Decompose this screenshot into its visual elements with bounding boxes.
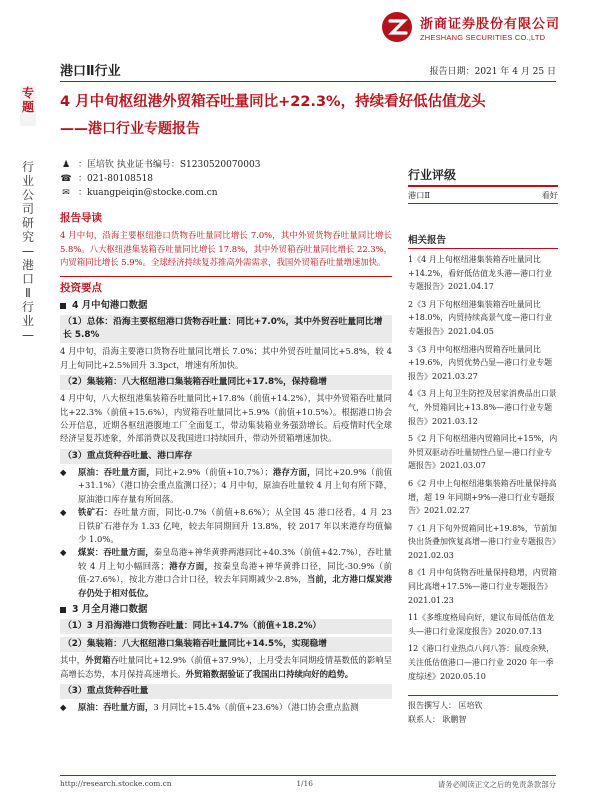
- related-item[interactable]: 4《3 月上旬卫生防控及居家消费品出口景气，外贸箱同比+13.8%—港口行业专题报告》2021.03.12: [408, 389, 557, 426]
- section-march: [60, 603, 392, 616]
- related-list: [408, 253, 558, 683]
- report-date: 报告日期：2021 年 4 月 25 日: [429, 67, 556, 77]
- person-icon: ♟: [61, 160, 71, 170]
- report-title: 4 月中旬枢纽港外贸箱吞吐量同比+22.3%，持续看好低估值龙头: [60, 94, 486, 110]
- section-april-mid-title: 4 月中旬港口数据: [72, 300, 148, 312]
- analyst-phone: ：021-80108518: [78, 174, 154, 184]
- section-april-mid: [60, 299, 392, 312]
- page-number: 1/16: [296, 779, 313, 788]
- invest-heading: 投资要点: [60, 281, 102, 294]
- contact-person: 联系人： 耿鹏智: [408, 715, 467, 725]
- analyst-email[interactable]: ：kuangpeiqin@stocke.com.cn: [78, 188, 218, 198]
- footer-url[interactable]: http://research.stocke.com.cn: [60, 779, 172, 788]
- sub-cargo-title: （3）重点货种吞吐量、港口库存: [60, 449, 392, 464]
- sub-march-total-title: （1）3 月沿海港口货物吞吐量：同比+14.7%（前值+18.2%）: [60, 619, 392, 634]
- contact-block: [408, 695, 558, 727]
- march-crude-item: ◆ 原油：吞吐量方面，3 月同比+15.4%（前值+23.6%）（港口协会重点监测: [60, 701, 392, 714]
- phone-icon: ☎: [60, 174, 72, 184]
- contact-researcher: 报告撰写人： 匡培钦: [408, 701, 483, 711]
- sub-march-container-text: 其中，外贸箱吞吐量同比+12.9%（前值+37.9%），上月受去年同期疫情基数低的影响呈高增长态势，本月保持高速增长。外贸箱数据验证了我国出口持续向好的趋势。: [60, 655, 393, 679]
- guide-heading: 报告导读: [60, 212, 102, 224]
- rating-heading: 行业评级: [408, 166, 558, 187]
- rating-row: [408, 187, 558, 204]
- logo-emblem-icon: [380, 10, 414, 44]
- cargo-iron-item: ◆ 铁矿石：吞吐量方面，同比-0.7%（前值+8.6%）；从全国 45 港口径看，4 月 23 日铁矿石港存为 1.33 亿吨，较去年同期回升 13.8%，较 2017 年以来港存均值偏少 1.0%。: [60, 506, 392, 546]
- cargo-crude-item: ◆ 原油：吞吐量方面，同比+2.9%（前值+10.7%）；港存方面，同比+20.9%（前值+31.1%）（港口协会重点监测口径）；4 月中旬，原油吞吐量较 4 月上旬有所下降，原油港口库存量有所回落。: [60, 466, 392, 506]
- analyst-name-row: [60, 158, 400, 172]
- sub-total-title: （1）总体：沿海主要枢纽港口货物吞吐量：同比+7.0%，其中外贸吞吐量同比增长 5.8%: [60, 315, 392, 343]
- analyst-name: ：匡培钦 执业证书编号：S1230520070003: [78, 160, 261, 170]
- company-logo: [380, 10, 560, 44]
- related-item[interactable]: 3《3 月中旬枢纽港内贸箱吞吐量同比+19.6%，内贸优势凸显—港口行业专题报告》2021.03.27: [408, 344, 553, 381]
- rating-industry: 港口Ⅱ: [408, 190, 430, 200]
- header-bar: [60, 58, 556, 82]
- industry-label: 港口Ⅱ行业: [60, 64, 121, 79]
- footer-disclaimer: 请务必阅读正文之后的免责条款部分: [437, 780, 556, 789]
- logo-name-cn: 浙商证券股份有限公司: [419, 16, 560, 32]
- diamond-bullet-icon: ◆: [60, 466, 67, 477]
- analyst-block: [60, 158, 400, 200]
- sidebar-column: [408, 166, 558, 727]
- side-tag-special: 专题: [20, 86, 36, 126]
- related-item[interactable]: 7《1 月下旬外贸箱同比+19.8%，节前加快出货叠加恢复高增—港口行业专题报告》2021.02.03: [408, 523, 557, 560]
- related-item[interactable]: 8《1 月中旬货物吞吐量保持稳增，内贸箱同比高增+17.5%—港口行业专题报告》2021.01.23: [408, 568, 557, 605]
- related-item[interactable]: 5《2 月下旬枢纽港内贸箱同比+15%，内外贸双驱动吞吐量韧性凸显—港口行业专题报告》2021.03.07: [408, 434, 558, 471]
- sub-container-title: （2）集装箱：八大枢纽港口集装箱吞吐量同比+17.8%，保持稳增: [60, 375, 392, 390]
- analyst-email-row: [60, 186, 400, 200]
- sub-march-container-title: （2）集装箱：八大枢纽港口集装箱吞吐量同比+14.5%，实现稳增: [60, 637, 392, 652]
- logo-name-en: ZHESHANG SECURITIES CO.,LTD: [419, 32, 546, 42]
- diamond-bullet-icon: ◆: [60, 702, 67, 713]
- email-icon: ✉: [62, 188, 70, 198]
- report-subtitle: ——港口行业专题报告: [60, 121, 200, 137]
- diamond-bullet-icon: ◆: [60, 507, 67, 518]
- analyst-phone-row: [60, 172, 400, 186]
- related-item[interactable]: 1《4 月上旬枢纽港集装箱吞吐量同比+14.2%，看好低估值龙头港—港口行业专题报告》2021.04.17: [408, 255, 553, 292]
- related-item[interactable]: 6《2 月中上旬枢纽港集装箱吞吐量保持高增，超 19 年同期+9%—港口行业专题报告》2021.02.27: [408, 478, 557, 516]
- side-tag-research: 行业公司研究—港口Ⅱ行业—: [21, 160, 34, 342]
- sub-container-text: 4 月中旬，八大枢纽港集装箱吞吐量同比+17.8%（前值+14.2%），其中外贸箱吞吐量同比+22.3%（前值+15.6%），内贸箱吞吐量同比+5.9%（前值+10.5%）。根据港口协会公开信息，近期各枢纽港腹地工厂全面复工，带动集装箱业务强劲增长。后疫情时代全球经济呈复苏迹象，外部消费以及我国进口持续回升，带动外贸箱增速加快。: [60, 393, 392, 444]
- related-item[interactable]: 11《多维度格局向好，建议布局低估值龙头—港口行业深度报告》2020.07.13: [408, 613, 555, 636]
- related-heading: 相关报告: [408, 232, 558, 249]
- cargo-coal-item: ◆ 煤炭：吞吐量方面，秦皇岛港+神华黄骅两港同比+40.3%（前值+42.7%），吞吐量较 4 月上旬小幅回落；港存方面，按秦皇岛港+神华黄骅口径，同比-30.9%（前值-27.6%），按北方港口合计口径，较去年同期减少-2.8%，当前，北方港口煤炭港存仍处于相对低位。: [60, 546, 392, 600]
- main-column: [60, 210, 392, 715]
- rating-value: 看好: [541, 190, 558, 200]
- sub-total-text: 4 月中旬，沿海主要港口货物吞吐量同比增长 7.0%；其中外贸吞吐量同比+5.8%，较 4 月上旬同比+2.5%回升 3.3pct，增速有所加快。: [60, 346, 392, 370]
- sub-march-cargo-title: （3）重点货种吞吐量: [60, 684, 392, 699]
- related-item[interactable]: 12《港口行业热点八问八答：鼠疫余殃，关注低估值港口—港口行业 2020 年一季度综述》2020.05.10: [408, 644, 555, 681]
- related-item[interactable]: 2《3 月下旬枢纽港集装箱吞吐量同比+18.0%，内贸持续高景气度—港口行业专题报告》2021.04.05: [408, 299, 553, 336]
- square-bullet-icon: [60, 303, 66, 309]
- diamond-bullet-icon: ◆: [60, 547, 67, 558]
- guide-text: 4 月中旬，沿海主要枢纽港口货物吞吐量同比增长 7.0%，其中外贸货物吞吐量同比增长 5.8%。八大枢纽港集装箱吞吐量同比增长 17.8%，其中外贸箱吞吐量同比增长 22.3%，内贸箱同比增长 5.9%。全球经济持续复苏推高外需需求，我国外贸箱吞吐量增速加快。: [60, 230, 392, 268]
- page-footer: [60, 775, 556, 790]
- section-march-title: 3 月全月港口数据: [72, 603, 148, 615]
- square-bullet-icon: [60, 607, 66, 613]
